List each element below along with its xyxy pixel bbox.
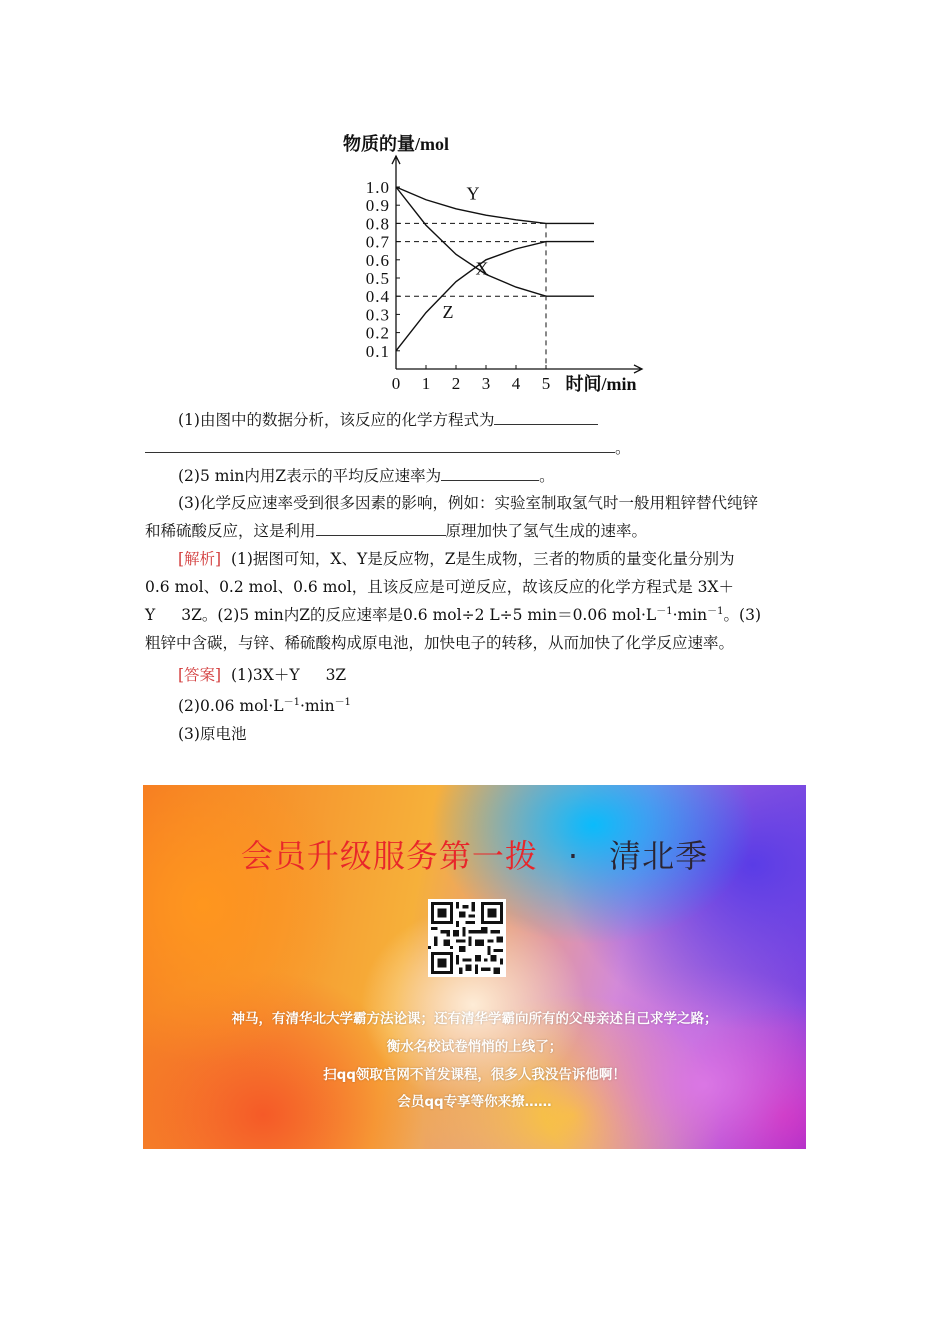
y-tick-label: 0.6 (365, 250, 390, 270)
question-2-line (178, 466, 555, 486)
x-tick-label: 4 (511, 374, 521, 393)
y-tick-label: 0.2 (365, 323, 390, 343)
banner-text-line-1: 神马，有清华北大学霸方法论课；还有清华学霸向所有的父母亲述自己求学之路； (231, 1011, 718, 1027)
analysis-text: 0.6 mol、0.2 mol、0.6 mol，且该反应是可逆反应，故该反应的化学方程式是 3X＋ (145, 578, 735, 596)
y-tick-label: 0.9 (365, 196, 390, 216)
answer-blank (494, 410, 598, 425)
answer-line-3 (178, 724, 246, 744)
answer-text: (1)3X＋Y (230, 666, 300, 684)
banner-title-dot: · (567, 837, 580, 875)
x-axis-title: 时间/min (565, 374, 637, 394)
answer-blank (441, 466, 539, 481)
analysis-text: 3Z。(2)5 min内Z的反应速率是0.6 mol÷2 L÷5 min＝0.06 mol·L (181, 606, 657, 624)
answer-text: 3Z (325, 666, 347, 684)
question-2-text: (2)5 min内用Z表示的平均反应速率为 (178, 467, 442, 485)
promo-banner[interactable] (143, 785, 806, 1149)
y-tick-label: 0.8 (365, 214, 390, 234)
answer-line-1 (178, 665, 346, 685)
answer-tag: [答案] (178, 666, 222, 684)
banner-text-line-4: 会员qq专享等你来撩…… (397, 1094, 552, 1110)
y-tick-label: 0.7 (365, 232, 390, 252)
banner-title (143, 831, 806, 877)
series-line-y (396, 187, 594, 223)
analysis-text: (1)据图可知，X、Y是反应物，Z是生成物，三者的物质的量变化量分别为 (230, 550, 735, 568)
answer-blank (145, 438, 615, 453)
y-tick-label: 0.1 (365, 341, 390, 361)
analysis-line-2 (145, 577, 734, 597)
question-3-line-2 (145, 521, 647, 541)
y-tick-label: 1.0 (365, 178, 390, 197)
superscript: －1 (707, 606, 724, 617)
question-3-text-a: 和稀硫酸反应，这是利用 (145, 522, 316, 540)
series-label-z: Z (442, 302, 454, 323)
question-1-end: 。 (615, 439, 631, 457)
banner-title-dark: 清北季 (609, 837, 709, 875)
superscript: －1 (334, 697, 351, 708)
answer-line-2 (178, 696, 351, 716)
y-tick-label: 0.4 (365, 287, 390, 307)
x-tick-label: 2 (451, 374, 461, 393)
superscript: －1 (656, 606, 673, 617)
y-axis-title: 物质的量/mol (343, 134, 449, 155)
analysis-tag: [解析] (178, 550, 222, 568)
analysis-text: ·min (672, 606, 708, 624)
x-tick-label: 0 (391, 374, 401, 393)
x-tick-label: 1 (421, 374, 431, 393)
y-tick-label: 0.3 (365, 305, 390, 325)
analysis-line-3 (145, 605, 761, 625)
line-chart (330, 128, 660, 398)
banner-title-red: 会员升级服务第一拨 (240, 837, 538, 875)
series-label-y: Y (466, 183, 480, 204)
question-1-line (178, 410, 598, 430)
question-1-line-2 (145, 438, 631, 458)
x-tick-label: 3 (481, 374, 491, 393)
banner-text-line-2: 衡水名校试卷悄悄的上线了； (386, 1039, 563, 1055)
answer-blank (316, 521, 446, 536)
question-1-text: (1)由图中的数据分析，该反应的化学方程式为 (178, 411, 495, 429)
answer-text: (2)0.06 mol·L (178, 697, 284, 715)
question-2-end: 。 (539, 467, 555, 485)
qr-code-icon[interactable] (428, 899, 506, 977)
analysis-line-1 (178, 549, 734, 569)
y-tick-label: 0.5 (365, 269, 390, 288)
analysis-text: 粗锌中含碳，与锌、稀硫酸构成原电池，加快电子的转移，从而加快了化学反应速率。 (145, 634, 735, 652)
answer-text: ·min (299, 697, 335, 715)
analysis-text: Y (145, 606, 156, 624)
question-3-line (178, 493, 758, 513)
series-label-x: X (475, 258, 489, 279)
x-tick-label: 5 (541, 374, 551, 393)
question-3-text: (3)化学反应速率受到很多因素的影响，例如：实验室制取氢气时一般用粗锌替代纯锌 (178, 494, 758, 512)
superscript: －1 (283, 697, 300, 708)
banner-text-line-3: 扫qq领取官网不首发课程，很多人我没告诉他啊！ (323, 1067, 626, 1083)
answer-text: (3)原电池 (178, 725, 247, 743)
analysis-text: 。(3) (723, 606, 762, 624)
question-3-text-b: 原理加快了氢气生成的速率。 (445, 522, 648, 540)
analysis-line-4 (145, 633, 734, 653)
